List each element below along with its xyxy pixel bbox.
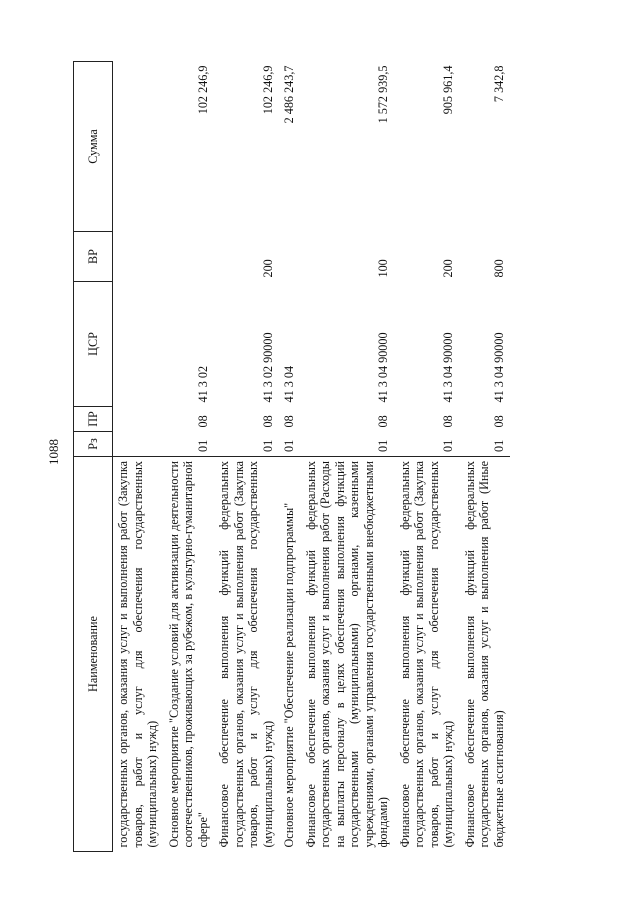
row-rz: 01 bbox=[260, 439, 275, 452]
row-rz: 01 bbox=[376, 439, 390, 452]
header-csr: ЦСР bbox=[74, 282, 113, 407]
row-pr: 08 bbox=[282, 415, 296, 428]
row-vr: 800 bbox=[491, 259, 506, 278]
row-rz bbox=[113, 432, 164, 457]
header-name: Наименование bbox=[74, 457, 113, 852]
rotated-page-content bbox=[73, 62, 608, 852]
row-sum: 7 342,8 bbox=[491, 65, 506, 103]
row-pr: 08 bbox=[441, 415, 455, 428]
header-vr: ВР bbox=[74, 232, 113, 282]
row-rz: 01 bbox=[441, 439, 455, 452]
table-row bbox=[113, 62, 164, 852]
row-vr: 200 bbox=[260, 259, 275, 278]
row-rz: 01 bbox=[195, 439, 210, 452]
table-header-row bbox=[74, 62, 113, 852]
row-csr: 41 3 04 90000 bbox=[491, 332, 506, 403]
row-sum: 102 246,9 bbox=[260, 65, 275, 115]
row-name: Финансовое обеспечение выполнения функций федеральных государственных органов, оказания услуг и выполнения работ (Закупка товаров, работ и услуг для обеспечения государственных (муниципальных) нужд) bbox=[214, 457, 279, 852]
row-name: государственных органов, оказания услуг и выполнения работ (Закупка товаров, работ и услуг для обеспечения государственных (муниципальных) нужд) bbox=[113, 457, 164, 852]
row-vr: 200 bbox=[441, 259, 455, 278]
header-sum: Сумма bbox=[74, 62, 113, 232]
row-name: Основное мероприятие "Обеспечение реализации подпрограммы" bbox=[279, 457, 301, 852]
row-csr bbox=[113, 282, 164, 407]
row-name: Финансовое обеспечение выполнения функций федеральных государственных органов, оказания услуг и выполнения работ (Иные бюджетные ассигнования) bbox=[460, 457, 511, 852]
row-vr bbox=[279, 232, 301, 282]
row-vr bbox=[113, 232, 164, 282]
row-rz: 01 bbox=[282, 439, 296, 452]
row-csr: 41 3 02 bbox=[195, 365, 210, 403]
row-sum: 102 246,9 bbox=[195, 65, 210, 115]
table-row bbox=[279, 62, 301, 852]
header-pr: ПР bbox=[74, 407, 113, 432]
row-csr: 41 3 04 90000 bbox=[441, 332, 455, 403]
header-rz: Рз bbox=[74, 432, 113, 457]
row-name: Основное мероприятие "Создание условий для активизации деятельности соотечественников, проживающих за рубежом, в культурно-гуманитарной сфере" bbox=[164, 457, 215, 852]
table-row bbox=[164, 62, 215, 852]
row-vr bbox=[164, 232, 215, 282]
row-sum: 2 486 243,7 bbox=[282, 65, 296, 124]
row-sum: 1 572 939,5 bbox=[376, 65, 390, 124]
row-pr: 08 bbox=[491, 415, 506, 428]
table-row bbox=[395, 62, 460, 852]
budget-table bbox=[73, 61, 510, 852]
row-rz: 01 bbox=[491, 439, 506, 452]
row-name: Финансовое обеспечение выполнения функций федеральных государственных органов, оказания услуг и выполнения работ (Расходы на выплаты персоналу в целях обеспечения выполнения функций государственными (муниципальными) органами, казенными учреждениями, органами управления государственными внебюджетными фондами) bbox=[301, 457, 395, 852]
table-row bbox=[214, 62, 279, 852]
row-pr bbox=[113, 407, 164, 432]
row-pr: 08 bbox=[260, 415, 275, 428]
row-vr: 100 bbox=[376, 259, 390, 278]
table-row bbox=[460, 62, 511, 852]
row-pr: 08 bbox=[195, 415, 210, 428]
page-number: 1088 bbox=[46, 439, 61, 465]
row-pr: 08 bbox=[376, 415, 390, 428]
row-sum bbox=[113, 62, 164, 232]
row-csr: 41 3 04 bbox=[282, 365, 296, 403]
table-row bbox=[301, 62, 395, 852]
row-name: Финансовое обеспечение выполнения функций федеральных государственных органов, оказания услуг и выполнения работ (Закупка товаров, работ и услуг для обеспечения государственных (муниципальных) нужд) bbox=[395, 457, 460, 852]
row-csr: 41 3 02 90000 bbox=[260, 332, 275, 403]
row-sum: 905 961,4 bbox=[441, 65, 455, 115]
row-csr: 41 3 04 90000 bbox=[376, 332, 390, 403]
